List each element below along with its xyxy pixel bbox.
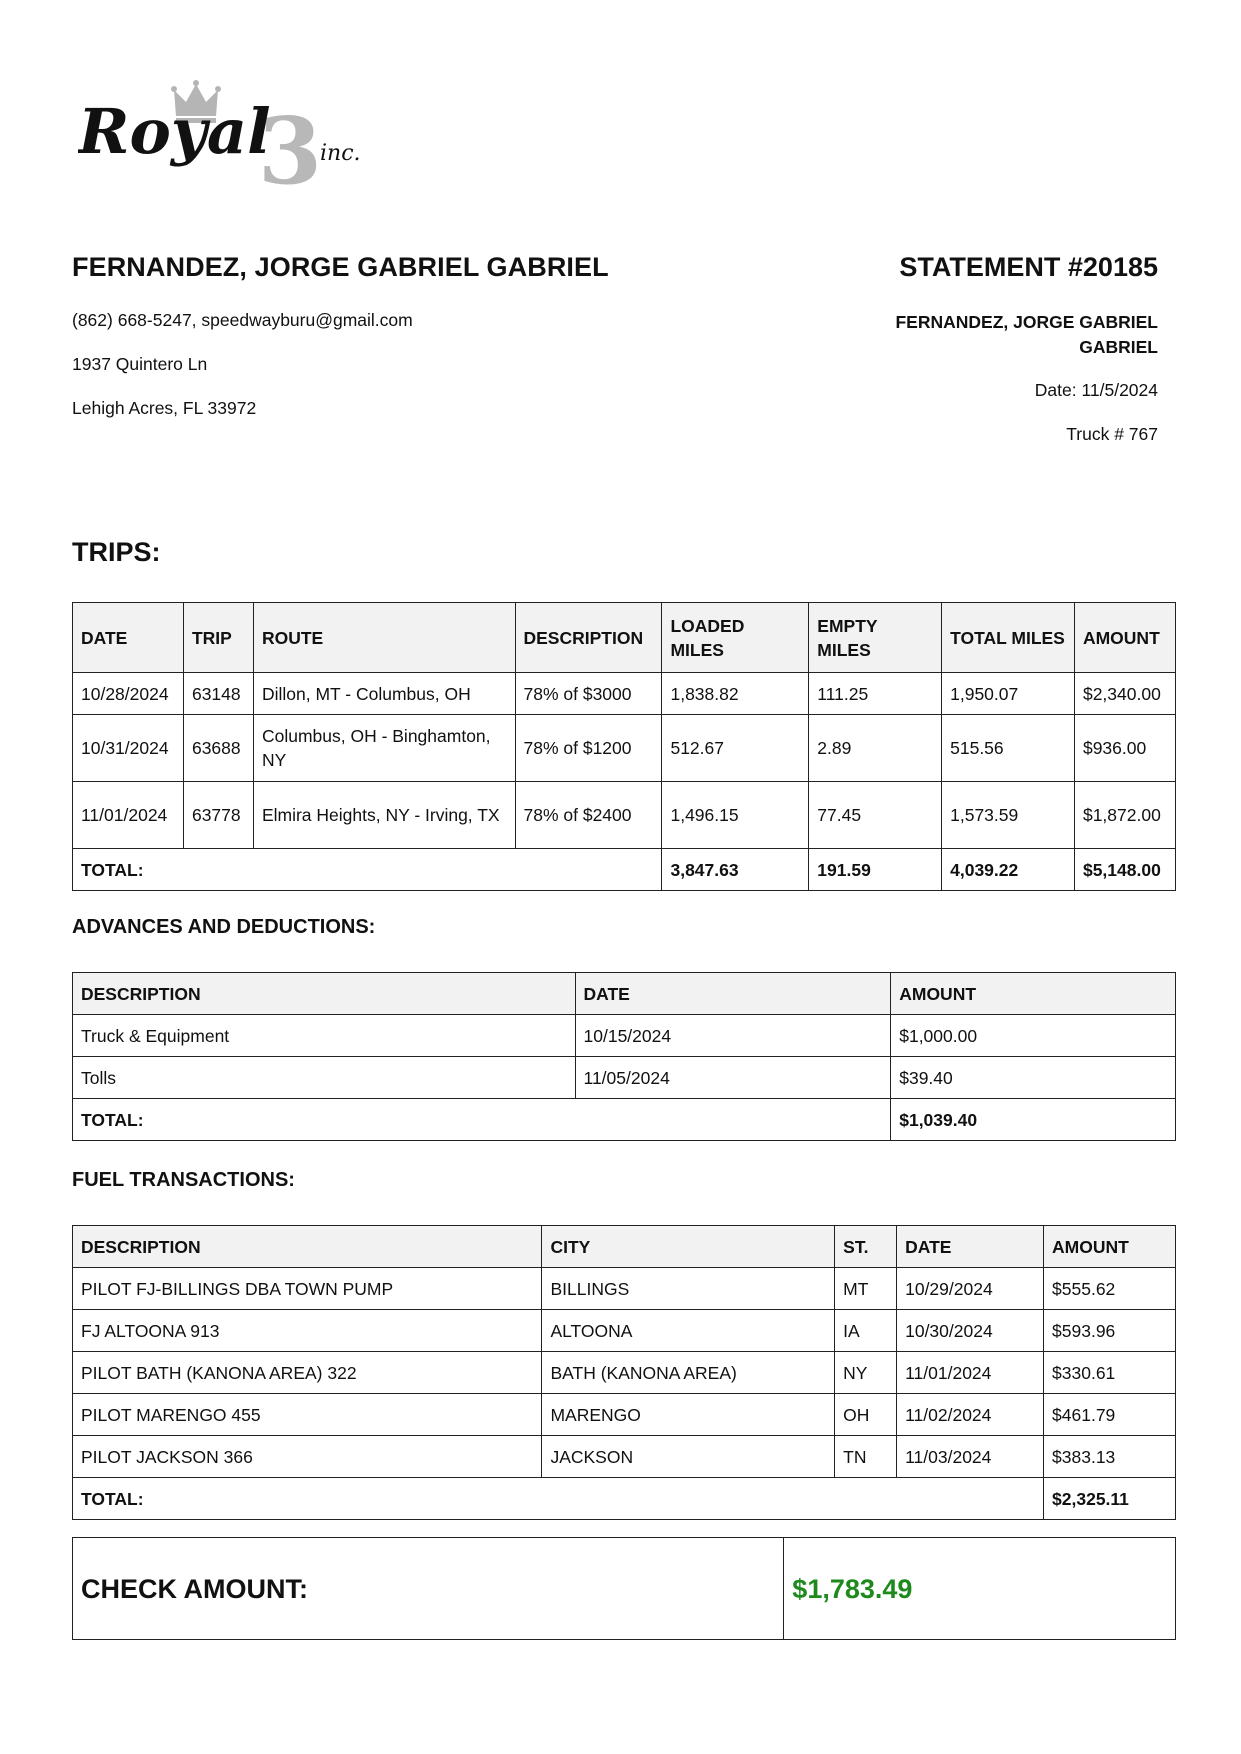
trip-route: Elmira Heights, NY - Irving, TX	[253, 782, 515, 849]
fuel-city: MARENGO	[542, 1394, 835, 1436]
trip-empty-miles: 2.89	[809, 715, 942, 782]
statement-date: Date: 11/5/2024	[1034, 380, 1158, 400]
fuel-title: FUEL TRANSACTIONS:	[72, 1169, 295, 1191]
table-row	[73, 1268, 1176, 1310]
fuel-amount: $461.79	[1044, 1394, 1176, 1436]
recipient-name: FERNANDEZ, JORGE GABRIEL GABRIEL	[895, 312, 1158, 357]
trips-header-amount: AMOUNT	[1074, 603, 1175, 673]
trip-description: 78% of $1200	[515, 715, 662, 782]
trips-header-description: DESCRIPTION	[515, 603, 662, 673]
advances-total-amount: $1,039.40	[891, 1099, 1176, 1141]
trip-number: 63148	[183, 673, 253, 715]
advances-total-row	[73, 1099, 1176, 1141]
driver-info	[72, 252, 772, 418]
trip-total-miles: 1,950.07	[942, 673, 1075, 715]
advance-amount: $39.40	[891, 1057, 1176, 1099]
table-row	[73, 1310, 1176, 1352]
driver-contact: (862) 668-5247, speedwayburu@gmail.com	[72, 310, 413, 330]
fuel-state: OH	[835, 1394, 897, 1436]
fuel-state: TN	[835, 1436, 897, 1478]
trip-route: Dillon, MT - Columbus, OH	[253, 673, 515, 715]
trip-description: 78% of $3000	[515, 673, 662, 715]
statement-info	[718, 252, 1158, 444]
trips-header-loaded-miles: LOADED MILES	[662, 603, 809, 673]
trips-total-miles: 4,039.22	[942, 849, 1075, 891]
fuel-header-city: CITY	[542, 1226, 835, 1268]
driver-name: FERNANDEZ, JORGE GABRIEL GABRIEL	[72, 252, 609, 282]
check-amount-value: $1,783.49	[784, 1538, 1176, 1640]
fuel-description: PILOT FJ-BILLINGS DBA TOWN PUMP	[73, 1268, 542, 1310]
table-row	[73, 1436, 1176, 1478]
fuel-date: 11/03/2024	[897, 1436, 1044, 1478]
fuel-state: NY	[835, 1352, 897, 1394]
company-logo	[78, 78, 388, 190]
logo-wordmark: Royal	[78, 95, 271, 168]
advance-amount: $1,000.00	[891, 1015, 1176, 1057]
trips-header-empty-miles: EMPTY MILES	[809, 603, 942, 673]
trips-header-date: DATE	[73, 603, 184, 673]
advances-header-description: DESCRIPTION	[73, 973, 576, 1015]
fuel-state: MT	[835, 1268, 897, 1310]
advance-date: 11/05/2024	[575, 1057, 891, 1099]
trips-table	[72, 602, 1176, 891]
royal-3-logo-graphic	[78, 78, 388, 190]
logo-numeral: 3	[258, 97, 323, 190]
trips-header-total-miles: TOTAL MILES	[942, 603, 1075, 673]
fuel-date: 11/01/2024	[897, 1352, 1044, 1394]
advances-total-label: TOTAL:	[73, 1099, 891, 1141]
fuel-total-row	[73, 1478, 1176, 1520]
advance-description: Truck & Equipment	[73, 1015, 576, 1057]
trip-empty-miles: 77.45	[809, 782, 942, 849]
fuel-description: PILOT JACKSON 366	[73, 1436, 542, 1478]
fuel-amount: $330.61	[1044, 1352, 1176, 1394]
fuel-city: JACKSON	[542, 1436, 835, 1478]
table-row	[73, 1015, 1176, 1057]
fuel-date: 10/29/2024	[897, 1268, 1044, 1310]
fuel-date: 10/30/2024	[897, 1310, 1044, 1352]
advances-header-amount: AMOUNT	[891, 973, 1176, 1015]
fuel-amount: $555.62	[1044, 1268, 1176, 1310]
trip-empty-miles: 111.25	[809, 673, 942, 715]
table-row	[73, 673, 1176, 715]
fuel-total-amount: $2,325.11	[1044, 1478, 1176, 1520]
trip-number: 63778	[183, 782, 253, 849]
table-row	[73, 1352, 1176, 1394]
table-row	[73, 715, 1176, 782]
trips-total-label: TOTAL:	[73, 849, 662, 891]
trips-header-row	[73, 603, 1176, 673]
trip-loaded-miles: 512.67	[662, 715, 809, 782]
trip-date: 10/28/2024	[73, 673, 184, 715]
fuel-header-description: DESCRIPTION	[73, 1226, 542, 1268]
trip-route: Columbus, OH - Binghamton, NY	[253, 715, 515, 782]
fuel-header-state: ST.	[835, 1226, 897, 1268]
trip-date: 11/01/2024	[73, 782, 184, 849]
advance-description: Tolls	[73, 1057, 576, 1099]
trips-total-amount: $5,148.00	[1074, 849, 1175, 891]
table-row	[73, 1057, 1176, 1099]
advances-header-row	[73, 973, 1176, 1015]
check-amount-row	[73, 1538, 1176, 1640]
fuel-table	[72, 1225, 1176, 1520]
driver-address-line2: Lehigh Acres, FL 33972	[72, 398, 257, 418]
fuel-state: IA	[835, 1310, 897, 1352]
trips-header-trip: TRIP	[183, 603, 253, 673]
fuel-header-amount: AMOUNT	[1044, 1226, 1176, 1268]
trips-total-empty-miles: 191.59	[809, 849, 942, 891]
fuel-header-row	[73, 1226, 1176, 1268]
trip-loaded-miles: 1,838.82	[662, 673, 809, 715]
statement-title: STATEMENT #20185	[899, 252, 1158, 282]
fuel-header-date: DATE	[897, 1226, 1044, 1268]
trip-description: 78% of $2400	[515, 782, 662, 849]
fuel-date: 11/02/2024	[897, 1394, 1044, 1436]
trip-amount: $936.00	[1074, 715, 1175, 782]
logo-suffix: inc.	[320, 141, 361, 166]
advances-title: ADVANCES AND DEDUCTIONS:	[72, 916, 376, 938]
fuel-description: FJ ALTOONA 913	[73, 1310, 542, 1352]
trips-total-row	[73, 849, 1176, 891]
trip-date: 10/31/2024	[73, 715, 184, 782]
fuel-amount: $593.96	[1044, 1310, 1176, 1352]
check-amount-label: CHECK AMOUNT:	[73, 1538, 784, 1640]
table-row	[73, 782, 1176, 849]
fuel-city: ALTOONA	[542, 1310, 835, 1352]
fuel-description: PILOT BATH (KANONA AREA) 322	[73, 1352, 542, 1394]
trip-total-miles: 515.56	[942, 715, 1075, 782]
trip-amount: $1,872.00	[1074, 782, 1175, 849]
driver-address-line1: 1937 Quintero Ln	[72, 354, 208, 374]
advances-header-date: DATE	[575, 973, 891, 1015]
trip-amount: $2,340.00	[1074, 673, 1175, 715]
check-amount-table	[72, 1537, 1176, 1640]
fuel-city: BATH (KANONA AREA)	[542, 1352, 835, 1394]
trips-title: TRIPS:	[72, 537, 161, 567]
table-row	[73, 1394, 1176, 1436]
advance-date: 10/15/2024	[575, 1015, 891, 1057]
fuel-total-label: TOTAL:	[73, 1478, 1044, 1520]
trips-total-loaded-miles: 3,847.63	[662, 849, 809, 891]
trips-header-route: ROUTE	[253, 603, 515, 673]
truck-number: Truck # 767	[1066, 424, 1158, 444]
trip-total-miles: 1,573.59	[942, 782, 1075, 849]
trip-loaded-miles: 1,496.15	[662, 782, 809, 849]
advances-table	[72, 972, 1176, 1141]
fuel-city: BILLINGS	[542, 1268, 835, 1310]
fuel-description: PILOT MARENGO 455	[73, 1394, 542, 1436]
fuel-amount: $383.13	[1044, 1436, 1176, 1478]
trip-number: 63688	[183, 715, 253, 782]
